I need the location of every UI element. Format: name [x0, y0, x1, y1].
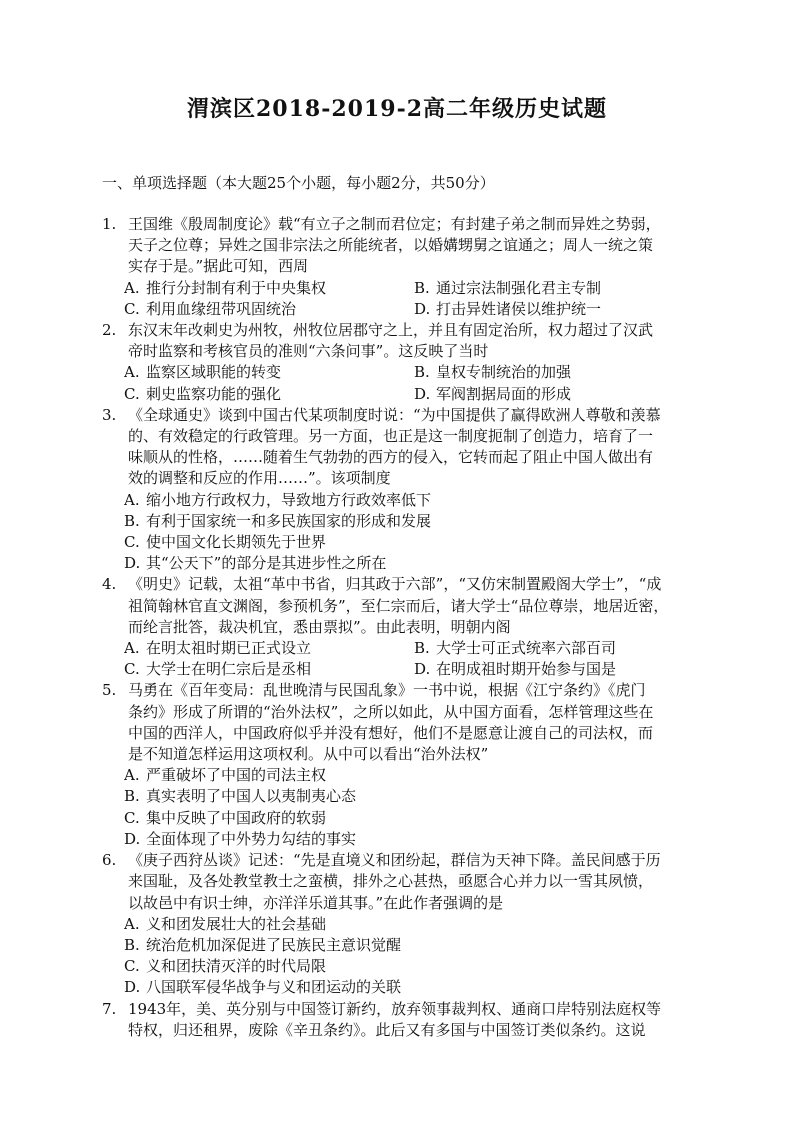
option-text: 大学士可正式统率六部百司	[436, 639, 617, 658]
question-text: 东汉末年改刺史为州牧，州牧位居郡守之上，并且有固定治所，权力超过了汉武 帝时监察和考核官员的准则“六条问事”。这反映了当时	[128, 321, 654, 361]
answer-option[interactable]	[124, 532, 702, 553]
option-text: 皇权专制统治的加强	[436, 363, 572, 382]
question-number: 7.	[102, 999, 117, 1018]
answer-option[interactable]	[124, 362, 414, 383]
question-item	[102, 574, 702, 680]
option-label: A.	[124, 363, 140, 382]
answer-option[interactable]	[124, 914, 702, 935]
option-label: C.	[124, 957, 140, 976]
option-label: A.	[124, 278, 140, 297]
option-text: 打击异姓诸侯以维护统一	[436, 299, 602, 318]
question-number: 6.	[102, 851, 117, 870]
option-text: 其“公天下”的部分是其进步性之所在	[146, 554, 387, 573]
question-list	[102, 214, 702, 1041]
answer-option[interactable]	[414, 362, 714, 383]
answer-option[interactable]	[124, 511, 702, 532]
answer-option[interactable]	[414, 384, 714, 405]
answer-option[interactable]	[124, 659, 414, 680]
option-text: 严重破坏了中国的司法主权	[146, 766, 327, 785]
option-label: C.	[124, 384, 140, 403]
option-text: 通过宗法制强化君主专制	[436, 278, 602, 297]
question-number: 5.	[102, 681, 117, 700]
option-list	[102, 914, 702, 999]
option-label: D.	[414, 660, 431, 679]
answer-option[interactable]	[124, 765, 702, 786]
option-label: C.	[124, 299, 140, 318]
option-text: 缩小地方行政权力，导致地方行政效率低下	[146, 490, 432, 509]
option-label: B.	[124, 935, 140, 954]
option-label: B.	[414, 639, 430, 658]
answer-option[interactable]	[414, 278, 714, 299]
question-number: 2.	[102, 321, 117, 340]
option-text: 全面体现了中外势力勾结的事实	[146, 829, 357, 848]
option-label: D.	[414, 384, 431, 403]
answer-option[interactable]	[124, 829, 702, 850]
question-number: 3.	[102, 405, 117, 424]
question-stem	[102, 680, 702, 765]
question-text: 《全球通史》谈到中国古代某项制度时说：“为中国提供了赢得欧洲人尊敬和羡慕 的、有效稳定的行政管理。另一方面，也正是这一制度扼制了创造力，培育了一 味顺从的性格，……随着生气勃勃的西方的侵入，它转而起了阻止中国人做出有 效的调整和反应的作用……”。该项制度	[128, 405, 661, 488]
answer-option[interactable]	[124, 278, 414, 299]
question-stem	[102, 574, 702, 638]
answer-option[interactable]	[124, 786, 702, 807]
question-text: 马勇在《百年变局：乱世晚清与民国乱象》一书中说，根据《江宁条约》《虎门 条约》形成了所谓的“治外法权”，之所以如此，从中国方面看，怎样管理这些在 中国的西洋人，中国政府似乎并没有想好，他们不是愿意让渡自己的司法权，而 是不知道怎样运用这项权利。从中可以看出“治外法权”	[128, 681, 654, 764]
option-label: A.	[124, 639, 140, 658]
question-text: 1943年，美、英分别与中国签订新约，放弃领事裁判权、通商口岸特别法庭权等 特权，归还租界，废除《辛丑条约》。此后又有多国与中国签订类似条约。这说	[128, 999, 662, 1039]
option-text: 推行分封制有利于中央集权	[146, 278, 327, 297]
option-text: 统治危机加深促进了民族民主意识觉醒	[146, 935, 402, 954]
answer-option[interactable]	[414, 659, 714, 680]
question-text: 《庚子西狩丛谈》记述：“先是直境义和团纷起，群信为天神下降。盖民间感于历 来国耻，及各处教堂教士之蛮横，排外之心甚热，亟愿合心并力以一雪其夙愤， 以故邑中有识士绅，亦洋洋乐道其事。”在此作者强调的是	[128, 851, 661, 912]
question-number: 4.	[102, 575, 117, 594]
question-stem	[102, 214, 702, 278]
option-list	[102, 490, 702, 575]
option-list	[102, 362, 702, 404]
option-label: B.	[124, 511, 140, 530]
answer-option[interactable]	[124, 935, 702, 956]
answer-option[interactable]	[124, 638, 414, 659]
option-label: A.	[124, 914, 140, 933]
question-item	[102, 999, 702, 1041]
option-text: 集中反映了中国政府的软弱	[146, 808, 327, 827]
option-label: B.	[124, 787, 140, 806]
option-label: A.	[124, 490, 140, 509]
answer-option[interactable]	[414, 638, 714, 659]
question-item	[102, 405, 702, 575]
question-item	[102, 680, 702, 850]
answer-option[interactable]	[124, 808, 702, 829]
option-text: 义和团扶清灭洋的时代局限	[146, 957, 327, 976]
option-text: 刺史监察功能的强化	[146, 384, 282, 403]
option-list	[102, 278, 702, 320]
option-label: B.	[414, 363, 430, 382]
option-text: 使中国文化长期领先于世界	[146, 533, 327, 552]
option-label: D.	[414, 299, 431, 318]
question-number: 1.	[102, 215, 117, 233]
option-text: 在明太祖时期已正式设立	[146, 639, 312, 658]
page-title: 渭滨区2018-2019-2高二年级历史试题	[186, 96, 608, 122]
answer-option[interactable]	[124, 384, 414, 405]
question-stem	[102, 405, 702, 490]
question-text: 王国维《殷周制度论》载“有立子之制而君位定；有封建子弟之制而异姓之势弱， 天子之位尊；异姓之国非宗法之所能统者，以婚媾甥舅之谊通之；周人一统之策 实存于是。”据此可知，西周	[128, 215, 661, 276]
answer-option[interactable]	[124, 553, 702, 574]
option-text: 义和团发展壮大的社会基础	[146, 914, 327, 933]
option-label: D.	[124, 978, 141, 997]
option-label: C.	[124, 660, 140, 679]
question-stem	[102, 850, 702, 914]
question-item	[102, 320, 702, 405]
option-text: 真实表明了中国人以夷制夷心态	[146, 787, 357, 806]
option-text: 监察区域职能的转变	[146, 363, 282, 382]
option-text: 有利于国家统一和多民族国家的形成和发展	[146, 511, 432, 530]
option-text: 军阀割据局面的形成	[436, 384, 572, 403]
answer-option[interactable]	[124, 490, 702, 511]
answer-option[interactable]	[124, 977, 702, 998]
option-text: 八国联军侵华战争与义和团运动的关联	[146, 978, 402, 997]
answer-option[interactable]	[124, 956, 702, 977]
question-item	[102, 850, 702, 998]
question-stem	[102, 320, 702, 362]
answer-option[interactable]	[124, 299, 414, 320]
option-label: C.	[124, 533, 140, 552]
question-item	[102, 214, 702, 320]
option-label: A.	[124, 766, 140, 785]
option-text: 在明成祖时期开始参与国是	[436, 660, 617, 679]
question-stem	[102, 999, 702, 1041]
option-list	[102, 638, 702, 680]
answer-option[interactable]	[414, 299, 714, 320]
question-text: 《明史》记载，太祖“革中书省，归其政于六部”，“又仿宋制置殿阁大学士”，“成 祖简翰林官直文渊阁，参预机务”，至仁宗而后，诸大学士“品位尊崇，地居近密， 而纶言批答，裁决机宜，悉由票拟”。由此表明，明朝内阁	[128, 575, 669, 636]
option-label: D.	[124, 554, 141, 573]
option-text: 大学士在明仁宗后是丞相	[146, 660, 312, 679]
option-label: C.	[124, 808, 140, 827]
option-list	[102, 765, 702, 850]
option-label: B.	[414, 278, 430, 297]
option-label: D.	[124, 829, 141, 848]
section-heading: 一、单项选择题（本大题25个小题，每小题2分，共50分）	[102, 174, 495, 192]
option-text: 利用血缘纽带巩固统治	[146, 299, 297, 318]
